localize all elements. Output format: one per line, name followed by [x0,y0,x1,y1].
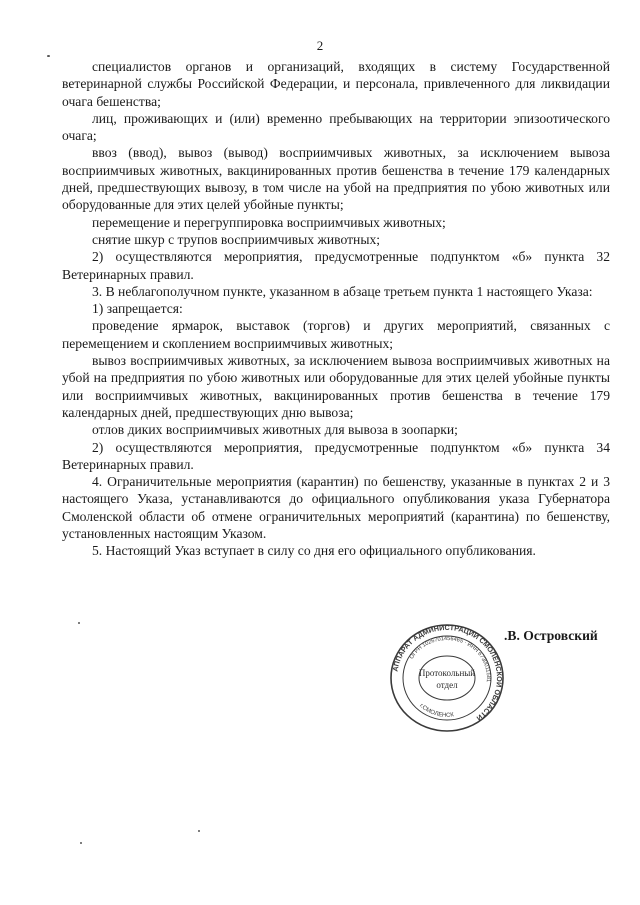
page-number: 2 [316,38,324,53]
stamp-center-line-2: отдел [436,680,458,690]
stamp-inner-ring [419,656,475,700]
paragraph: ввоз (ввод), вывоз (вывод) восприимчивых животных, за исключением вывоза восприимчивых животных, вакцинированных против бешенства в течение 179 календарных дней, предшествующих вывозу, в том числе на убой на предприятия по убою животных или оборудованные для этих целей убойные пункты; [62,145,610,213]
paragraph: отлов диких восприимчивых животных для вывоза в зоопарки; [92,422,458,438]
paragraph: 3. В неблагополучном пункте, указанном в абзаце третьем пункта 1 настоящего Указа: [92,283,593,299]
paragraph: 4. Ограничительные мероприятия (карантин) по бешенству, указанные в пунктах 2 и 3 настоящего Указа, устанавливаются до официального опубликования указа Губернатора Смоленской области об отмене ограничительных мероприятий (карантина) по бешенству, установленных настоящим Указом. [62,474,610,542]
scan-speck [198,830,200,832]
stamp-outer-text: АППАРАТ АДМИНИСТРАЦИИ СМОЛЕНСКОЙ ОБЛАСТИ [390,622,505,723]
paragraph: снятие шкур с трупов восприимчивых животных; [92,231,381,247]
scan-speck [47,55,50,57]
stamp-inner-text: ОГРН 1026701456465 · ИНН 6730011581 [408,635,492,683]
paragraph: 1) запрещается: [92,301,183,317]
scan-speck [80,842,82,844]
paragraph: 5. Настоящий Указ вступает в силу со дня его официального опубликования. [92,543,536,559]
paragraph: 2) осуществляются мероприятия, предусмотренные подпунктом «б» пункта 34 Ветеринарных правил. [62,439,610,472]
scan-speck [78,622,80,624]
paragraph: вывоз восприимчивых животных, за исключением вывоза восприимчивых животных на убой на предприятия по убою животных или оборудованные для этих целей убойные пункты или восприимчивых животных, вакцинированных против бешенства в течение 179 календарных дней, предшествующих дню вывоза; [62,353,610,420]
paragraph: 2) осуществляются мероприятия, предусмотренные подпунктом «б» пункта 32 Ветеринарных правил. [62,249,610,282]
stamp-bottom-text: г.СМОЛЕНСК [418,702,455,719]
official-stamp [388,622,506,734]
signature-block [388,622,618,722]
stamp-center-line-1: Протокольный [418,668,476,678]
decree-body [62,58,610,560]
paragraph: специалистов органов и организаций, входящих в систему Государственной ветеринарной службы Российской Федерации, и персонала, привлеченного для ликвидации очага бешенства; [62,59,610,109]
signatory-name: .В. Островский [504,628,598,643]
paragraph: перемещение и перегруппировка восприимчивых животных; [92,214,446,230]
paragraph: проведение ярмарок, выставок (торгов) и других мероприятий, связанных с перемещением и скоплением восприимчивых животных; [62,318,610,351]
paragraph: лиц, проживающих и (или) временно пребывающих на территории эпизоотического очага; [62,110,610,144]
